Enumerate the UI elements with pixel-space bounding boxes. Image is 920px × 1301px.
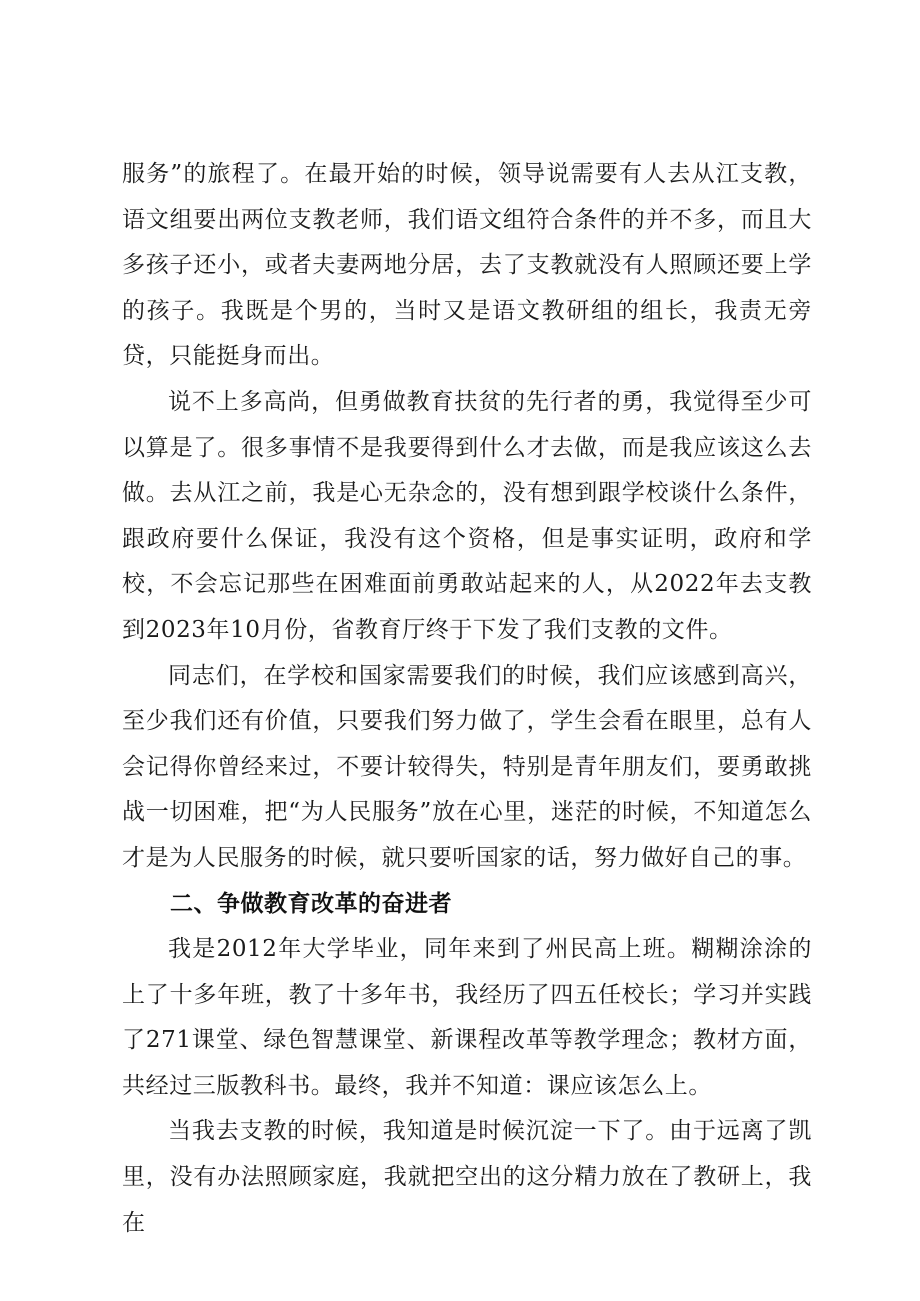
section-heading: 二、争做教育改革的奋进者 — [170, 890, 452, 917]
document-body — [122, 152, 812, 1246]
paragraph: 说不上多高尚，但勇做教育扶贫的先行者的勇，我觉得至少可以算是了。很多事情不是我要得到什么才去做，而是我应该这么去做。去从江之前，我是心无杂念的，没有想到跟学校谈什么条件，跟政府要什么保证，我没有这个资格，但是事实证明，政府和学校，不会忘记那些在困难面前勇敢站起来的人，从2022年去支教到2023年10月份，省教育厅终于下发了我们支教的文件。 — [122, 388, 812, 643]
paragraph-continuation: 服务”的旅程了。在最开始的时候，领导说需要有人去从江支教，语文组要出两位支教老师，我们语文组符合条件的并不多，而且大多孩子还小，或者夫妻两地分居，去了支教就没有人照顾还要上学的孩子。我既是个男的，当时又是语文教研组的组长，我责无旁贷，只能挺身而出。 — [122, 161, 812, 370]
paragraph: 同志们，在学校和国家需要我们的时候，我们应该感到高兴，至少我们还有价值，只要我们努力做了，学生会看在眼里，总有人会记得你曾经来过，不要计较得失，特别是青年朋友们，要勇敢挑战一切困难，把“为人民服务”放在心里，迷茫的时候，不知道怎么才是为人民服务的时候，就只要听国家的话，努力做好自己的事。 — [122, 662, 812, 871]
paragraph: 当我去支教的时候，我知道是时候沉淀一下了。由于远离了凯里，没有办法照顾家庭，我就把空出的这分精力放在了教研上，我在 — [122, 1118, 812, 1236]
paragraph: 我是2012年大学毕业，同年来到了州民高上班。糊糊涂涂的上了十多年班，教了十多年书，我经历了四五任校长；学习并实践了271课堂、绿色智慧课堂、新课程改革等教学理念；教材方面，共经过三版教科书。最终，我并不知道：课应该怎么上。 — [122, 936, 812, 1099]
